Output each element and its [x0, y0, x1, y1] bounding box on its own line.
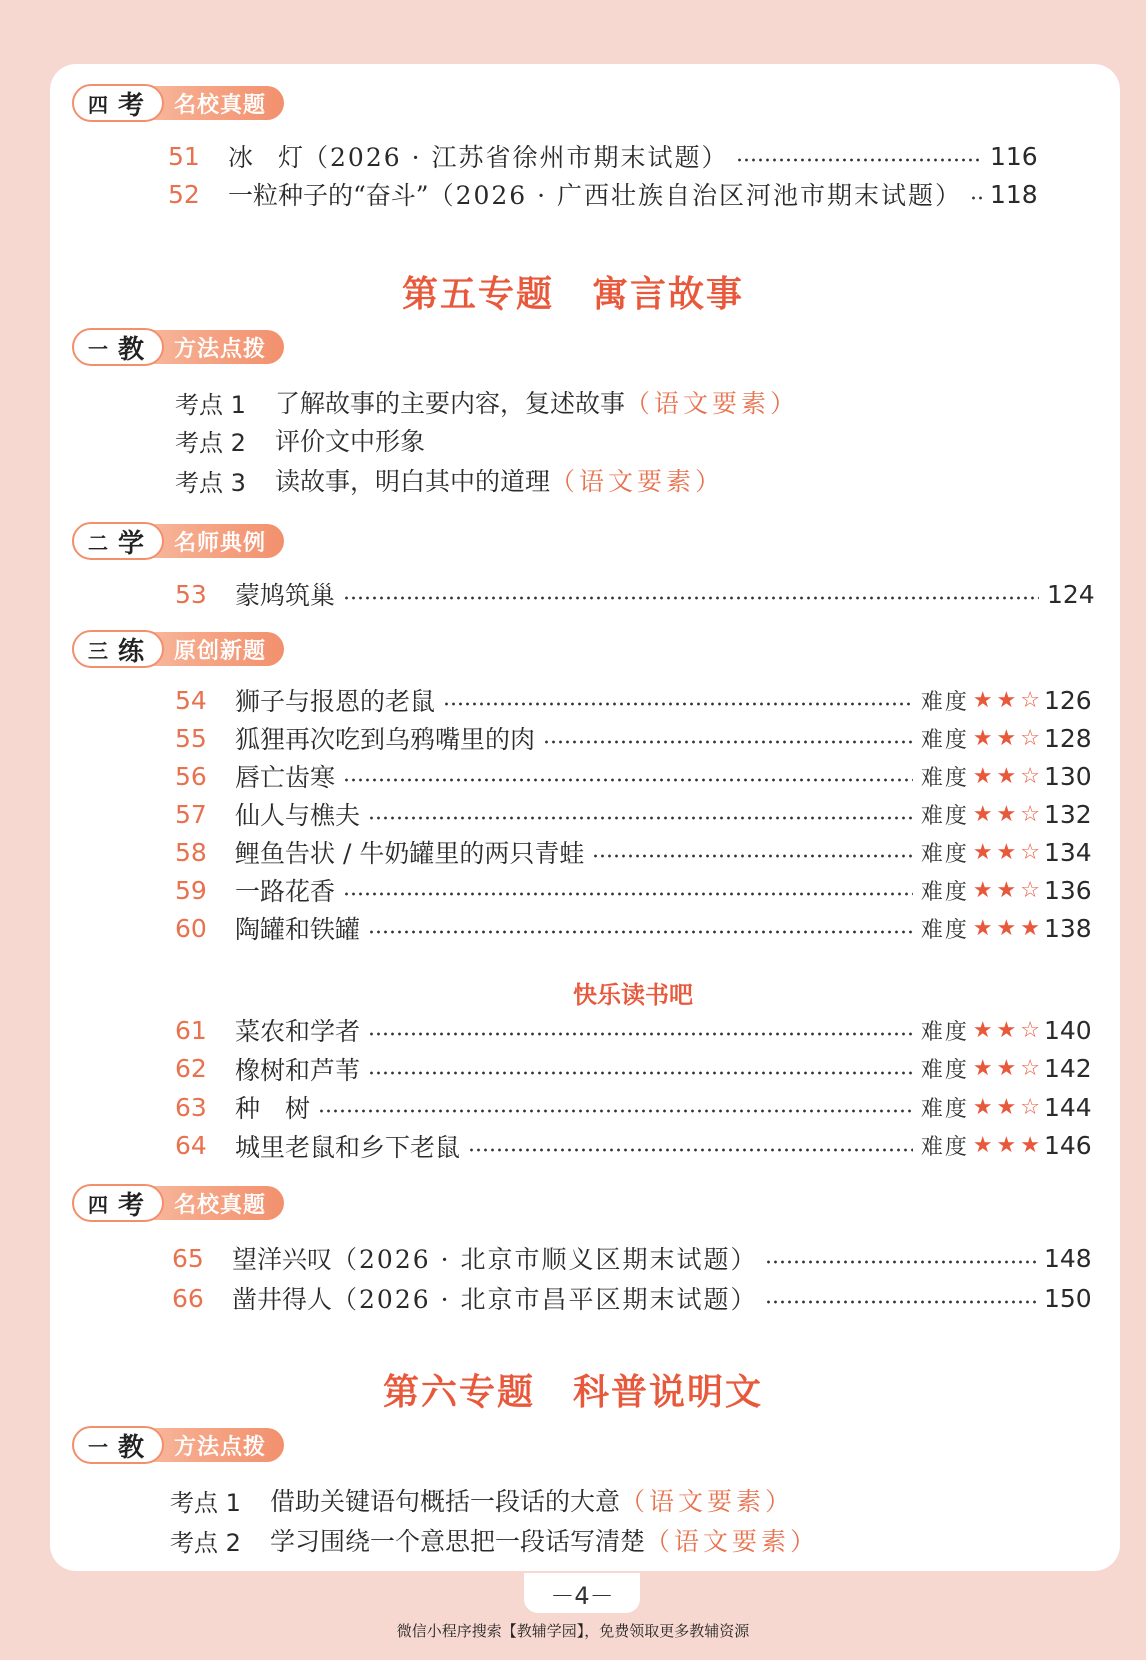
- difficulty-stars: ★★★: [972, 915, 1044, 941]
- entry-page: 140: [1044, 1015, 1092, 1045]
- entry-number: 59: [175, 875, 207, 905]
- tag-label: 名校真题: [174, 1192, 267, 1218]
- difficulty-stars: ★★☆: [972, 763, 1044, 789]
- toc-entry[interactable]: [175, 1012, 1090, 1048]
- key-point-label: 考点 1: [175, 390, 246, 419]
- entry-title: 冰 灯: [228, 143, 304, 172]
- key-point-tag: （语文要素）: [625, 389, 800, 418]
- toc-entry[interactable]: [175, 834, 1090, 870]
- entry-number: 61: [175, 1015, 207, 1045]
- entry-title: 仙人与樵夫: [235, 801, 361, 830]
- footer-note: 微信小程序搜索【教辅学园】，免费领取更多教辅资源: [396, 1622, 750, 1640]
- tag-label: 方法点拨: [174, 1434, 267, 1460]
- toc-entry[interactable]: [175, 910, 1090, 946]
- difficulty-stars: ★★☆: [972, 687, 1044, 713]
- difficulty-label: 难度: [920, 765, 969, 791]
- tag-label: 名校真题: [174, 92, 267, 118]
- tag-number: 一: [87, 336, 112, 361]
- dot-leader: [368, 816, 913, 820]
- tag-number: 四: [87, 92, 112, 117]
- tag-word: 考: [117, 1190, 148, 1221]
- entry-page: 116: [990, 141, 1038, 171]
- tag-label: 名师典例: [174, 530, 267, 556]
- dot-leader: [970, 196, 982, 200]
- entry-number: 58: [175, 837, 207, 867]
- dot-leader: [736, 158, 982, 162]
- entry-title: 陶罐和铁罐: [235, 915, 361, 944]
- entry-number: 64: [175, 1131, 207, 1160]
- tag-number: 一: [87, 1434, 112, 1459]
- toc-entry[interactable]: [168, 138, 1036, 174]
- difficulty-label: 难度: [920, 689, 969, 715]
- toc-entry[interactable]: [175, 720, 1090, 756]
- entry-source: （2026 · 江苏省徐州市期末试题）: [303, 143, 729, 172]
- topic-title: 第五专题 寓言故事: [401, 274, 744, 315]
- key-point-text: 了解故事的主要内容，复述故事: [275, 389, 626, 418]
- key-point-text: 借助关键语句概括一段话的大意: [270, 1487, 621, 1516]
- key-point-tag: （语文要素）: [550, 467, 725, 496]
- key-point-text: 学习围绕一个意思把一段话写清楚: [270, 1527, 646, 1556]
- difficulty-stars: ★★☆: [972, 839, 1044, 865]
- dot-leader: [368, 1071, 913, 1075]
- key-point-text: 评价文中形象: [275, 427, 426, 456]
- entry-source: （2026 · 北京市顺义区期末试题）: [332, 1245, 758, 1274]
- tag-word: 教: [117, 1432, 148, 1463]
- entry-page: 124: [1047, 579, 1095, 609]
- dot-leader: [468, 1148, 913, 1152]
- entry-title: 狐狸再次吃到乌鸦嘴里的肉: [235, 725, 536, 754]
- key-point: [170, 1482, 794, 1518]
- section-tag-exam: [72, 84, 266, 122]
- key-point-label: 考点 1: [170, 1488, 241, 1517]
- entry-number: 52: [168, 179, 200, 209]
- entry-title: 菜农和学者: [235, 1017, 361, 1046]
- key-point: [175, 422, 425, 458]
- key-point-tag: （语文要素）: [645, 1527, 820, 1556]
- difficulty-stars: ★★☆: [972, 801, 1044, 827]
- dot-leader: [318, 1109, 913, 1113]
- entry-source: （2026 · 北京市昌平区期末试题）: [332, 1285, 758, 1314]
- difficulty-label: 难度: [920, 879, 969, 905]
- tag-label: 原创新题: [174, 638, 267, 664]
- toc-entry[interactable]: [175, 1089, 1090, 1125]
- section-tag-teach: [72, 328, 266, 366]
- key-point-label: 考点 3: [175, 468, 246, 497]
- entry-number: 55: [175, 723, 207, 753]
- toc-entry[interactable]: [175, 682, 1090, 718]
- entry-number: 51: [168, 141, 200, 171]
- tag-word: 练: [117, 636, 148, 667]
- entry-page: 126: [1044, 685, 1092, 715]
- tag-word: 教: [117, 334, 148, 365]
- key-point: [170, 1522, 819, 1558]
- entry-number: 66: [172, 1283, 204, 1313]
- section-tag-practice: [72, 630, 266, 668]
- section-tag-learn: [72, 522, 266, 560]
- dot-leader: [443, 702, 913, 706]
- entry-title: 一路花香: [235, 877, 336, 906]
- difficulty-label: 难度: [920, 917, 969, 943]
- toc-entry[interactable]: [175, 1051, 1090, 1087]
- difficulty-stars: ★★☆: [972, 725, 1044, 751]
- difficulty-stars: ★★☆: [972, 1017, 1044, 1043]
- tag-number: 三: [87, 638, 112, 663]
- difficulty-label: 难度: [920, 1058, 969, 1083]
- difficulty-stars: ★★☆: [972, 1094, 1044, 1120]
- key-point-label: 考点 2: [175, 428, 246, 457]
- entry-number: 53: [175, 579, 207, 609]
- toc-entry[interactable]: [168, 176, 1036, 212]
- tag-word: 考: [117, 90, 148, 121]
- toc-entry[interactable]: [175, 872, 1090, 908]
- entry-number: 60: [175, 913, 207, 943]
- difficulty-stars: ★★☆: [972, 877, 1044, 903]
- key-point: [175, 384, 799, 420]
- reading-section-title: 快乐读书吧: [573, 981, 693, 1009]
- entry-title: 凿井得人: [232, 1285, 333, 1314]
- entry-page: 146: [1044, 1131, 1092, 1160]
- entry-number: 62: [175, 1054, 207, 1083]
- tag-word: 学: [117, 528, 148, 559]
- toc-entry[interactable]: [175, 796, 1090, 832]
- tag-number: 二: [87, 530, 112, 555]
- toc-entry[interactable]: [172, 1240, 1090, 1276]
- entry-number: 63: [175, 1092, 207, 1122]
- entry-title: 狮子与报恩的老鼠: [235, 687, 436, 716]
- entry-page: 128: [1044, 723, 1092, 753]
- difficulty-label: 难度: [920, 727, 969, 753]
- dot-leader: [765, 1260, 1036, 1264]
- difficulty-label: 难度: [920, 1135, 969, 1160]
- key-point-label: 考点 2: [170, 1528, 241, 1557]
- dot-leader: [343, 778, 913, 782]
- key-point-tag: （语文要素）: [620, 1487, 795, 1516]
- key-point: [175, 462, 724, 498]
- tag-number: 四: [87, 1192, 112, 1217]
- entry-page: 148: [1044, 1243, 1092, 1273]
- dot-leader: [343, 596, 1039, 600]
- tag-label: 方法点拨: [174, 336, 267, 362]
- dot-leader: [368, 1032, 913, 1036]
- difficulty-label: 难度: [920, 803, 969, 829]
- entry-title: 种 树: [235, 1094, 311, 1123]
- entry-title: 城里老鼠和乡下老鼠: [235, 1132, 461, 1162]
- entry-number: 57: [175, 799, 207, 829]
- entry-title: 望洋兴叹: [232, 1245, 333, 1274]
- toc-entry[interactable]: [175, 758, 1090, 794]
- entry-page: 142: [1044, 1054, 1092, 1083]
- entry-number: 54: [175, 685, 207, 715]
- difficulty-stars: ★★☆: [972, 1056, 1044, 1081]
- dot-leader: [368, 930, 913, 934]
- difficulty-label: 难度: [920, 841, 969, 867]
- toc-entry[interactable]: [172, 1280, 1090, 1316]
- section-tag-exam: [72, 1184, 266, 1222]
- dot-leader: [765, 1300, 1036, 1304]
- entry-title: 唇亡齿寒: [235, 763, 336, 792]
- entry-number: 56: [175, 761, 207, 791]
- entry-page: 118: [990, 179, 1038, 209]
- entry-page: 138: [1044, 913, 1092, 943]
- topic-title: 第六专题 科普说明文: [382, 1372, 763, 1413]
- dot-leader: [592, 854, 912, 858]
- entry-title: 蒙鸠筑巢: [235, 581, 336, 610]
- toc-entry[interactable]: [175, 576, 1093, 612]
- key-point-text: 读故事，明白其中的道理: [275, 467, 551, 496]
- entry-title: 一粒种子的“奋斗”: [228, 181, 429, 210]
- entry-page: 150: [1044, 1283, 1092, 1313]
- toc-entry[interactable]: [175, 1128, 1090, 1164]
- dot-leader: [543, 740, 913, 744]
- entry-page: 130: [1044, 761, 1092, 791]
- page-number: －4－: [524, 1573, 640, 1613]
- entry-page: 132: [1044, 799, 1092, 829]
- difficulty-label: 难度: [920, 1096, 969, 1122]
- difficulty-stars: ★★★: [972, 1133, 1044, 1158]
- section-tag-teach: [72, 1426, 266, 1464]
- entry-page: 134: [1044, 837, 1092, 867]
- difficulty-label: 难度: [920, 1019, 969, 1045]
- entry-source: （2026 · 广西壮族自治区河池市期末试题）: [428, 181, 963, 210]
- dot-leader: [343, 892, 913, 896]
- entry-page: 136: [1044, 875, 1092, 905]
- entry-page: 144: [1044, 1092, 1092, 1122]
- entry-title: 鲤鱼告状 / 牛奶罐里的两只青蛙: [235, 839, 585, 868]
- entry-number: 65: [172, 1243, 204, 1273]
- entry-title: 橡树和芦苇: [235, 1055, 361, 1085]
